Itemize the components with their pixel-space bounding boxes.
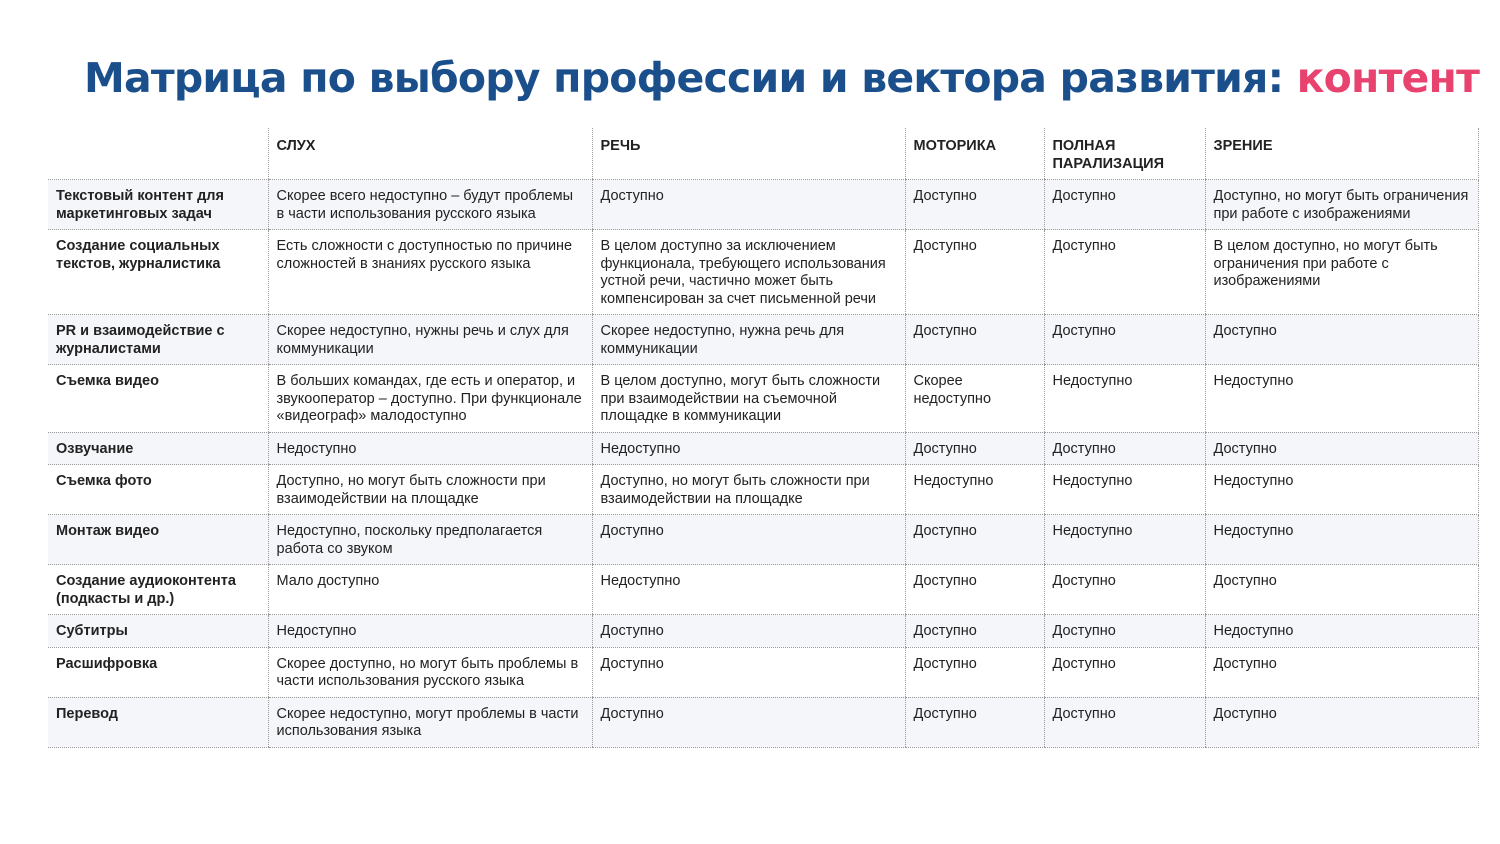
table-cell: Доступно [1205,315,1478,365]
table-row [48,515,1478,565]
table-cell: В целом доступно, но могут быть ограничения при работе с изображениями [1205,230,1478,315]
table-cell: Скорее недоступно, нужны речь и слух для коммуникации [268,315,592,365]
header-row [48,128,1478,180]
row-label: Перевод [48,697,268,747]
table-cell: Доступно [1044,432,1205,465]
table-row [48,565,1478,615]
table-cell: Недоступно [1205,465,1478,515]
table-cell: Доступно [905,615,1044,648]
table-cell: Доступно [1044,647,1205,697]
column-header-vision: ЗРЕНИЕ [1205,128,1478,180]
table-cell: Недоступно [592,565,905,615]
table-cell: Недоступно [1205,615,1478,648]
table-cell: В целом доступно, могут быть сложности при взаимодействии на съемочной площадке в коммуникации [592,365,905,433]
table-cell: Доступно [1044,697,1205,747]
table-cell: Недоступно, поскольку предполагается работа со звуком [268,515,592,565]
table-row [48,465,1478,515]
table-cell: Недоступно [905,465,1044,515]
table-cell: Доступно [1205,432,1478,465]
table-cell: В больших командах, где есть и оператор, и звукооператор – доступно. При функционале «видеограф» малодоступно [268,365,592,433]
row-label: Съемка видео [48,365,268,433]
table-cell: В целом доступно за исключением функционала, требующего использования устной речи, частично может быть компенсирован за счет письменной речи [592,230,905,315]
row-label: Расшифровка [48,647,268,697]
table-row [48,230,1478,315]
table-cell: Доступно [592,615,905,648]
table-cell: Недоступно [268,615,592,648]
table-cell: Доступно, но могут быть сложности при взаимодействии на площадке [268,465,592,515]
table-cell: Скорее недоступно, могут проблемы в части использования языка [268,697,592,747]
table-cell: Недоступно [1205,365,1478,433]
row-label: Озвучание [48,432,268,465]
row-label: Создание аудиоконтента (подкасты и др.) [48,565,268,615]
row-label: Съемка фото [48,465,268,515]
table-cell: Доступно [1044,565,1205,615]
table-cell: Доступно [905,647,1044,697]
table-row [48,615,1478,648]
table-cell: Недоступно [1044,465,1205,515]
table-cell: Доступно [1205,697,1478,747]
table-cell: Недоступно [1044,515,1205,565]
table-cell: Доступно [905,565,1044,615]
table-cell: Скорее недоступно [905,365,1044,433]
table-row [48,315,1478,365]
table-cell: Доступно [1044,315,1205,365]
row-label: Монтаж видео [48,515,268,565]
table-row [48,647,1478,697]
row-label: PR и взаимодействие с журналистами [48,315,268,365]
title-accent: контент [1296,54,1480,102]
table-cell: Доступно [905,432,1044,465]
table-cell: Доступно, но могут быть ограничения при работе с изображениями [1205,180,1478,230]
table-cell: Скорее недоступно, нужна речь для коммуникации [592,315,905,365]
table-row [48,697,1478,747]
table-cell: Доступно [1044,615,1205,648]
table-cell: Доступно [1205,565,1478,615]
table-cell: Недоступно [268,432,592,465]
table-cell: Доступно [905,180,1044,230]
row-label: Создание социальных текстов, журналистика [48,230,268,315]
table-cell: Доступно [905,315,1044,365]
column-header-motor: МОТОРИКА [905,128,1044,180]
title-main: Матрица по выбору профессии и вектора развития: [84,54,1297,102]
column-header-speech: РЕЧЬ [592,128,905,180]
table-cell: Доступно [905,515,1044,565]
table-body [48,180,1478,748]
table-cell: Недоступно [1205,515,1478,565]
column-header-paralysis: ПОЛНАЯ ПАРАЛИЗАЦИЯ [1044,128,1205,180]
header-corner [48,128,268,180]
table-cell: Доступно [905,230,1044,315]
table-cell: Скорее доступно, но могут быть проблемы в части использования русского языка [268,647,592,697]
table-cell: Доступно [592,697,905,747]
table-cell: Недоступно [1044,365,1205,433]
table-cell: Доступно [592,515,905,565]
table-cell: Доступно [1044,230,1205,315]
table-cell: Доступно [1205,647,1478,697]
profession-matrix-table [48,128,1479,748]
table-cell: Есть сложности с доступностью по причине сложностей в знаниях русского языка [268,230,592,315]
table-cell: Доступно [905,697,1044,747]
row-label: Текстовый контент для маркетинговых задач [48,180,268,230]
column-header-hearing: СЛУХ [268,128,592,180]
table-cell: Недоступно [592,432,905,465]
table-cell: Доступно [592,180,905,230]
table-cell: Доступно, но могут быть сложности при взаимодействии на площадке [592,465,905,515]
table-row [48,432,1478,465]
table-cell: Скорее всего недоступно – будут проблемы в части использования русского языка [268,180,592,230]
table-cell: Доступно [592,647,905,697]
table-row [48,365,1478,433]
row-label: Субтитры [48,615,268,648]
table-cell: Мало доступно [268,565,592,615]
table-row [48,180,1478,230]
table-cell: Доступно [1044,180,1205,230]
page-title [84,56,1479,101]
